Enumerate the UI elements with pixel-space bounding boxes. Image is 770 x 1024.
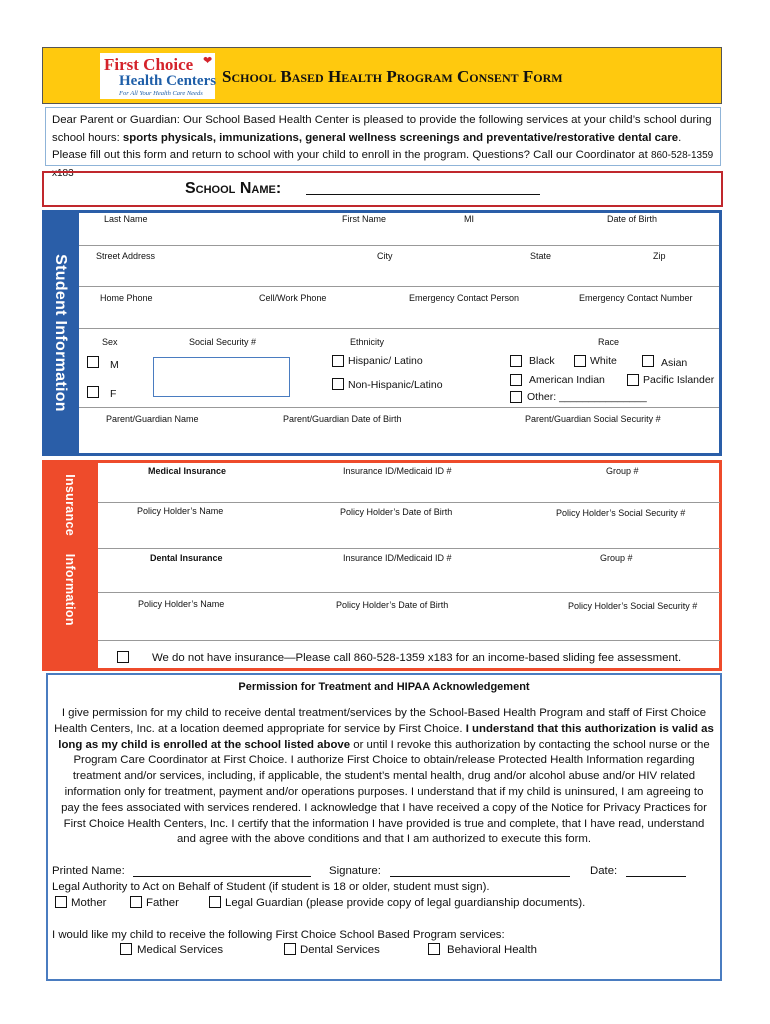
divider [98,548,720,549]
first-choice-logo [100,53,215,99]
divider [79,286,719,287]
hispanic-checkbox[interactable] [332,355,344,367]
medical-holder-dob-field[interactable]: Policy Holder’s Date of Birth [340,507,453,517]
signature-label: Signature: [329,865,381,877]
dental-holder-name-field[interactable]: Policy Holder’s Name [138,599,225,609]
pacific-islander-label: Pacific Islander [643,374,715,386]
behavioral-health-checkbox[interactable] [428,943,440,955]
dental-id-field[interactable]: Insurance ID/Medicaid ID # [343,553,452,563]
date-field[interactable] [626,876,686,877]
heart-icon: ❤ [203,55,213,67]
dental-holder-ssn-field[interactable]: Policy Holder’s Social Security # [568,601,698,611]
sex-m-checkbox[interactable] [87,356,99,368]
divider [98,502,720,503]
dental-holder-dob-field[interactable]: Policy Holder’s Date of Birth [336,600,449,610]
legal-guardian-checkbox[interactable] [209,896,221,908]
father-label: Father [146,897,179,909]
street-address-field[interactable]: Street Address [96,251,156,261]
no-insurance-checkbox[interactable] [117,651,129,663]
zip-field[interactable]: Zip [653,251,666,261]
guardian-dob-field[interactable]: Parent/Guardian Date of Birth [283,414,402,424]
pacific-islander-checkbox[interactable] [627,374,639,386]
signature-field[interactable] [390,876,570,877]
last-name-field[interactable]: Last Name [104,214,148,224]
sex-m-label: M [110,359,119,371]
printed-name-field[interactable] [133,876,311,877]
city-field[interactable]: City [377,251,393,261]
dob-field[interactable]: Date of Birth [607,214,658,224]
legal-authority-text: Legal Authority to Act on Behalf of Student (if student is 18 or older, student must sign). [52,881,490,893]
school-name-field[interactable] [306,194,540,195]
ssn-label: Social Security # [189,337,257,347]
non-hispanic-label: Non-Hispanic/Latino [348,379,443,391]
divider [79,407,719,408]
state-field[interactable]: State [530,251,552,261]
emergency-contact-person-field[interactable]: Emergency Contact Person [409,293,520,303]
black-checkbox[interactable] [510,355,522,367]
medical-holder-name-field[interactable]: Policy Holder’s Name [137,506,224,516]
intro-text: Dear Parent or Guardian: Our School Based Health Center is pleased to provide the following services at your child’s school during school hours: sports physicals, immunizations, general wellness screenings and preventative/restorative dental care. Please fill out this form and return to school with your child to enroll in the program. Questions? Call our Coordinator at 860-528-1359 x183 [52,114,714,179]
guardian-ssn-field[interactable]: Parent/Guardian Social Security # [525,414,661,424]
printed-name-label: Printed Name: [52,865,125,877]
emergency-contact-number-field[interactable]: Emergency Contact Number [579,293,693,303]
race-label: Race [598,337,620,347]
school-name-label: School Name: [185,180,282,197]
black-label: Black [529,355,555,367]
sex-f-checkbox[interactable] [87,386,99,398]
other-race-field[interactable]: Other: _______________ [527,391,647,403]
dental-group-field[interactable]: Group # [600,553,633,563]
medical-id-field[interactable]: Insurance ID/Medicaid ID # [343,466,452,476]
logo-tagline: For All Your Health Care Needs [119,90,203,97]
mother-label: Mother [71,897,107,909]
insurance-section-title: Insurance Information [63,474,77,626]
cell-phone-field[interactable]: Cell/Work Phone [259,293,327,303]
non-hispanic-checkbox[interactable] [332,378,344,390]
school-name-box [42,171,723,207]
dental-services-checkbox[interactable] [284,943,296,955]
dental-services-label: Dental Services [300,944,380,956]
guardian-name-field[interactable]: Parent/Guardian Name [106,414,199,424]
services-prompt: I would like my child to receive the following First Choice School Based Program services: [52,929,505,941]
medical-services-label: Medical Services [137,944,224,956]
behavioral-health-label: Behavioral Health [447,944,537,956]
permission-text: I give permission for my child to receive dental treatment/services by the School-Based Health Program and staff of First Choice Health Centers, Inc. at a location deemed appropriate for service by First Choice. I understand that this authorization is valid as long as my child is enrolled at the school listed above or until I revoke this authorization by contacting the school nurse or the Program Care Coordinator at First Choice. I authorize First Choice to obtain/release Protected Health Information regarding treatment and/or services, including, if applicable, the student’s mental health, drug and/or alcohol abuse and/or HIV related information only for treatment, payment and/or operations purposes. I understand that if my child is uninsured, I am agreeing to pay the fees associated with services rendered. I acknowledge that I have received a copy of the Notice for Privacy Practices for First Choice Health Centers, Inc. I certify that the information I have provided is true and complete, that I have read, understand and agree with the above conditions and that I am authorized to execute this form. [54,707,714,846]
first-name-field[interactable]: First Name [342,214,387,224]
white-label: White [590,355,617,367]
date-label: Date: [590,865,618,877]
legal-guardian-label: Legal Guardian (please provide copy of legal guardianship documents). [225,897,586,909]
mi-field[interactable]: MI [464,214,474,224]
permission-title: Permission for Treatment and HIPAA Acknowledgement [238,681,530,693]
divider [98,592,720,593]
home-phone-field[interactable]: Home Phone [100,293,153,303]
mother-checkbox[interactable] [55,896,67,908]
other-race-checkbox[interactable] [510,391,522,403]
asian-checkbox[interactable] [642,355,654,367]
no-insurance-label: We do not have insurance—Please call 860-528-1359 x183 for an income-based sliding fee assessment. [152,652,682,664]
ethnicity-label: Ethnicity [350,337,385,347]
logo-line-1: First Choice [104,55,194,74]
american-indian-label: American Indian [529,374,605,386]
medical-insurance-field[interactable]: Medical Insurance [148,466,227,476]
medical-services-checkbox[interactable] [120,943,132,955]
sex-f-label: F [110,388,117,400]
logo-line-2: Health Centers [119,73,217,89]
hispanic-label: Hispanic/ Latino [348,355,423,367]
ssn-input[interactable] [153,357,290,397]
father-checkbox[interactable] [130,896,142,908]
medical-holder-ssn-field[interactable]: Policy Holder’s Social Security # [556,508,686,518]
form-title: School Based Health Program Consent Form [222,67,563,86]
asian-label: Asian [661,357,688,369]
divider [79,245,719,246]
divider [98,640,720,641]
divider [79,328,719,329]
medical-group-field[interactable]: Group # [606,466,639,476]
white-checkbox[interactable] [574,355,586,367]
american-indian-checkbox[interactable] [510,374,522,386]
student-section-title: Student Information [52,254,69,412]
sex-label: Sex [102,337,118,347]
dental-insurance-field[interactable]: Dental Insurance [150,553,223,563]
